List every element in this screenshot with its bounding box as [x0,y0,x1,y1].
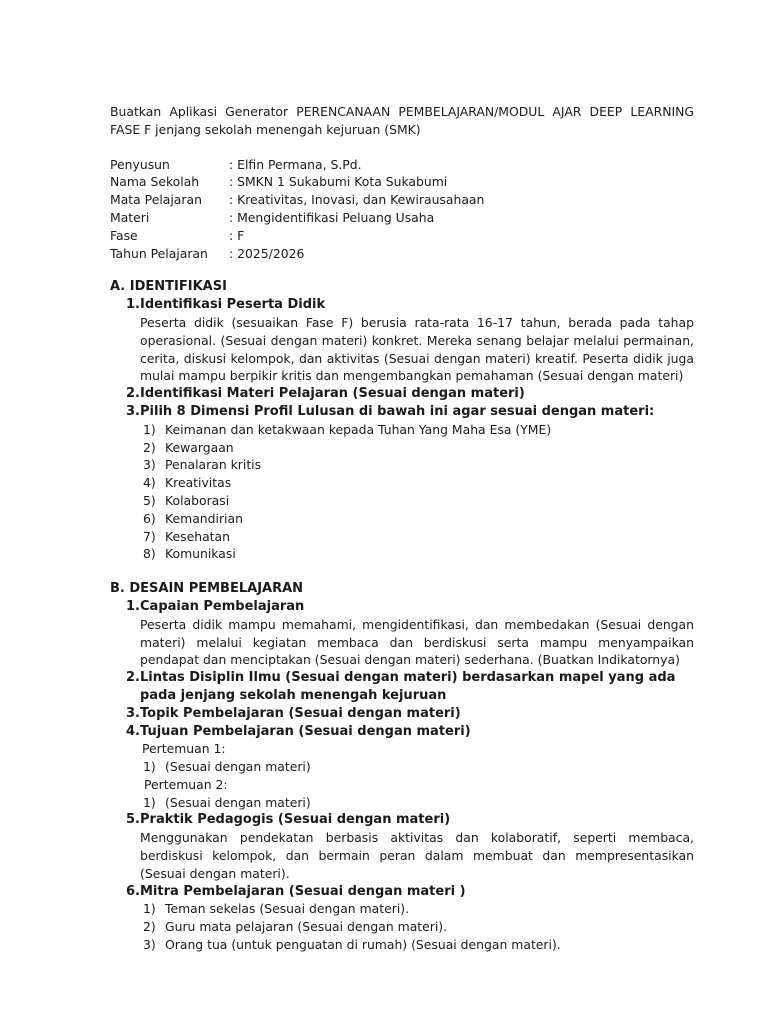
list-item [110,492,694,510]
list-marker: 8) [143,546,156,562]
info-label: Fase [110,227,138,243]
list-item [110,439,694,457]
list-item [110,456,694,474]
list-item [110,510,694,528]
info-label: Nama Sekolah [110,174,200,190]
item-number: 1. [126,297,140,313]
item-number: 6. [126,883,140,899]
list-text: Kesehatan [165,528,230,544]
list-marker: 7) [143,528,156,544]
item-title: Identifikasi Materi Pelajaran (Sesuai dengan materi) [140,386,525,402]
dimensions-list [110,421,694,563]
item-title: Praktik Pedagogis (Sesuai dengan materi) [140,812,451,828]
section-a-title: A. IDENTIFIKASI [110,279,227,295]
list-marker: 3) [143,457,156,473]
list-item [110,421,694,439]
info-label: Tahun Pelajaran [110,245,208,261]
info-value: : Kreativitas, Inovasi, dan Kewirausahaan [229,192,485,208]
list-marker: 5) [143,492,156,508]
info-value: : Elfin Permana, S.Pd. [229,156,362,172]
document-page [110,103,694,954]
info-row-nama-sekolah [110,173,694,191]
list-item [110,936,694,954]
item-title: Capaian Pembelajaran [140,598,305,614]
section-a-item-2-heading [110,385,694,403]
section-b-item-3-heading [110,705,694,723]
info-row-materi [110,209,694,227]
info-value: : SMKN 1 Sukabumi Kota Sukabumi [229,174,448,190]
list-marker: 1) [143,421,156,437]
item-number: 5. [126,812,140,828]
section-a-item-3-heading [110,403,694,421]
info-row-fase [110,227,694,245]
section-b-item-5-body: Menggunakan pendekatan berbasis aktivitas dan kolaboratif, seperti membaca, berdiskusi kelompok, dan bermain peran dalam membuat dan mempresentasikan (Sesuai dengan materi). [140,830,694,881]
intro-paragraph: Buatkan Aplikasi Generator PERENCANAAN PEMBELAJARAN/MODUL AJAR DEEP LEARNING FASE F jenjang sekolah menengah kejuruan (SMK) [110,104,694,137]
item-number: 2. [126,670,140,686]
section-b-item-1-heading [110,598,694,616]
list-marker: 1) [143,759,156,775]
item-title: Identifikasi Peserta Didik [140,297,326,313]
item-title: Topik Pembelajaran (Sesuai dengan materi) [140,705,461,721]
item-title: Tujuan Pembelajaran (Sesuai dengan materi) [140,723,471,739]
list-item [110,474,694,492]
section-b-item-5-heading [110,811,694,829]
section-b-item-2-heading [110,669,694,705]
info-label: Penyusun [110,156,170,172]
meeting-2-label: Pertemuan 2: [144,776,228,792]
list-text: Guru mata pelajaran (Sesuai dengan materi). [165,919,448,935]
info-row-mata-pelajaran [110,191,694,209]
info-row-penyusun [110,156,694,174]
meeting-1-label: Pertemuan 1: [142,741,226,757]
info-row-tahun-pelajaran [110,245,694,263]
list-marker: 6) [143,510,156,526]
info-value: : 2025/2026 [229,245,305,261]
list-text: (Sesuai dengan materi) [165,794,311,810]
list-marker: 2) [143,439,156,455]
section-b-item-6-heading [110,883,694,901]
list-item [110,900,694,918]
list-text: Kemandirian [165,510,243,526]
info-label: Materi [110,209,150,225]
section-b-title: B. DESAIN PEMBELAJARAN [110,581,304,597]
item-number: 2. [126,386,140,402]
section-b-item-4-heading [110,723,694,741]
list-marker: 2) [143,919,156,935]
list-marker: 1) [143,901,156,917]
list-item [110,918,694,936]
list-item [110,794,694,812]
list-item [110,758,694,776]
section-a-item-1-body: Peserta didik (sesuaikan Fase F) berusia rata-rata 16-17 tahun, berada pada tahap operasional. (Sesuai dengan materi) konkret. Mereka senang belajar melalui permainan, cerita, diskusi kelompok, dan aktivitas (Sesuai dengan materi) kreatif. Peserta didik juga mulai mampu berpikir kritis dan mengembangkan pemahaman (Sesuai dengan materi) [140,314,694,384]
list-marker: 3) [143,937,156,953]
section-a-item-1-heading [110,296,694,314]
list-text: Komunikasi [165,546,236,562]
list-item [110,545,694,563]
info-value: : Mengidentifikasi Peluang Usaha [229,209,435,225]
list-marker: 1) [143,794,156,810]
item-number: 1. [126,598,140,614]
list-text: Orang tua (untuk penguatan di rumah) (Sesuai dengan materi). [165,937,561,953]
info-value: : F [229,227,245,243]
partners-list [110,900,694,953]
list-text: Kewargaan [165,439,234,455]
item-number: 4. [126,723,140,739]
item-number: 3. [126,403,140,419]
info-table [110,156,694,263]
list-text: Keimanan dan ketakwaan kepada Tuhan Yang Maha Esa (YME) [165,421,552,437]
item-number: 3. [126,705,140,721]
list-text: Kreativitas [165,475,232,491]
list-marker: 4) [143,475,156,491]
item-title: Lintas Disiplin Ilmu (Sesuai dengan materi) berdasarkan mapel yang ada pada jenjang sekolah menengah kejuruan [140,670,676,703]
list-text: Penalaran kritis [165,457,262,473]
list-item [110,528,694,546]
list-text: Kolaborasi [165,492,230,508]
list-text: (Sesuai dengan materi) [165,759,311,775]
section-b-item-1-body: Peserta didik mampu memahami, mengidentifikasi, dan membedakan (Sesuai dengan materi) melalui kegiatan membaca dan berdiskusi serta mampu menyampaikan pendapat dan menciptakan (Sesuai dengan materi) sederhana. (Buatkan Indikatornya) [140,616,694,668]
item-title: Mitra Pembelajaran (Sesuai dengan materi ) [140,883,466,899]
info-label: Mata Pelajaran [110,192,202,208]
item-title: Pilih 8 Dimensi Profil Lulusan di bawah ini agar sesuai dengan materi: [140,403,655,419]
list-text: Teman sekelas (Sesuai dengan materi). [165,901,410,917]
